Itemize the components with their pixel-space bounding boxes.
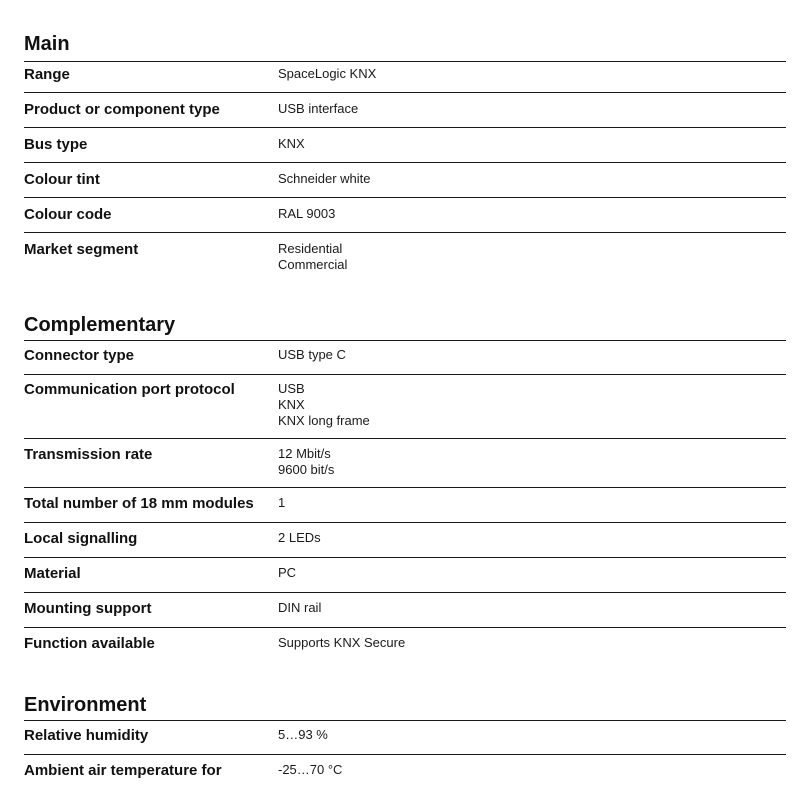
- row-divider: [24, 232, 786, 233]
- section-title-main: Main: [24, 33, 70, 55]
- spec-value: KNX long frame: [278, 413, 370, 428]
- row-divider: [24, 197, 786, 198]
- row-divider: [24, 557, 786, 558]
- spec-value: 12 Mbit/s: [278, 446, 331, 461]
- row-divider: [24, 92, 786, 93]
- spec-label: Ambient air temperature for: [24, 762, 222, 779]
- spec-value: USB: [278, 381, 305, 396]
- spec-label: Connector type: [24, 347, 135, 364]
- section-title-complementary: Complementary: [24, 314, 176, 336]
- spec-value: RAL 9003: [278, 206, 336, 221]
- row-divider: [24, 627, 786, 628]
- spec-label: Market segment: [24, 241, 139, 258]
- spec-value: USB interface: [278, 101, 359, 116]
- section-divider: [24, 340, 786, 341]
- spec-value: Schneider white: [278, 171, 371, 186]
- row-divider: [24, 438, 786, 439]
- row-divider: [24, 127, 786, 128]
- row-divider: [24, 754, 786, 755]
- spec-label: Bus type: [24, 136, 88, 153]
- section-title-environment: Environment: [24, 694, 147, 716]
- spec-label: Colour code: [24, 206, 112, 223]
- spec-label: Relative humidity: [24, 727, 149, 744]
- spec-value: KNX: [278, 397, 305, 412]
- spec-label: Local signalling: [24, 530, 138, 547]
- section-divider: [24, 61, 786, 62]
- spec-value: KNX: [278, 136, 305, 151]
- row-divider: [24, 487, 786, 488]
- row-divider: [24, 522, 786, 523]
- spec-value: SpaceLogic KNX: [278, 66, 377, 81]
- row-divider: [24, 592, 786, 593]
- spec-label: Total number of 18 mm modules: [24, 495, 254, 512]
- spec-label: Communication port protocol: [24, 381, 235, 398]
- spec-value: 9600 bit/s: [278, 462, 335, 477]
- spec-value: PC: [278, 565, 297, 580]
- spec-label: Colour tint: [24, 171, 100, 188]
- spec-label: Range: [24, 66, 70, 83]
- spec-value: 5…93 %: [278, 727, 328, 742]
- spec-label: Mounting support: [24, 600, 152, 617]
- spec-value: Supports KNX Secure: [278, 635, 406, 650]
- spec-value: 2 LEDs: [278, 530, 321, 545]
- spec-label: Transmission rate: [24, 446, 153, 463]
- spec-value: 1: [278, 495, 286, 510]
- spec-value: USB type C: [278, 347, 346, 362]
- section-divider: [24, 720, 786, 721]
- row-divider: [24, 374, 786, 375]
- spec-value: Residential: [278, 241, 343, 256]
- spec-value: Commercial: [278, 257, 348, 272]
- spec-label: Product or component type: [24, 101, 220, 118]
- spec-label: Material: [24, 565, 81, 582]
- spec-label: Function available: [24, 635, 155, 652]
- spec-value: DIN rail: [278, 600, 322, 615]
- spec-value: -25…70 °C: [278, 762, 343, 777]
- row-divider: [24, 162, 786, 163]
